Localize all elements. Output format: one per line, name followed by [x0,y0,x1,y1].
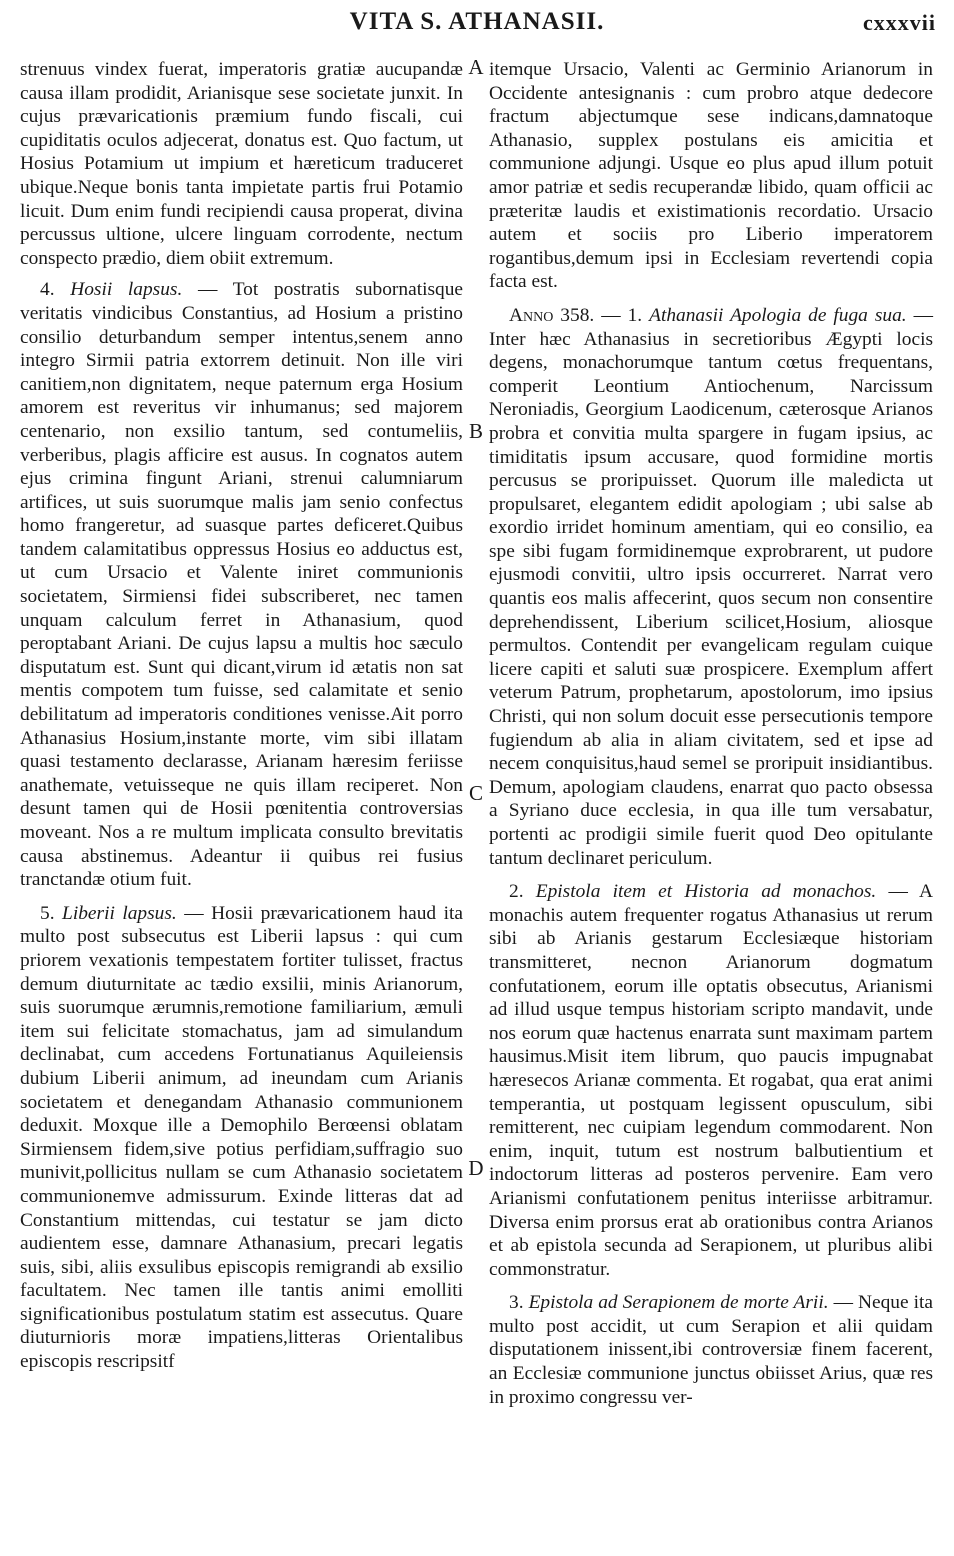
section-title: Epistola item et Historia ad monachos. [535,881,877,903]
paragraph-text: itemque Ursacio, Valenti ac Germinio Arianorum in Occidente antesignanis : cum probro atque dedecore fractum abjectumque sese indicans,damnatoque Athanasio, supplex postulans eis amicitia et communione adjungi. Usque eo plus apud illum potuit amor patriæ et sedis recuperandæ libido, quam officii ac præteritæ laudis et existimationis recordatio. Ursacio autem et sociis pro Liberio imperatorem rogantibus,demum ipsi in Ecclesiam revertendi copia facta est. [489,59,933,293]
year-label: Anno 358. [509,304,595,326]
running-title: VITA S. ATHANASII. [349,8,605,35]
margin-marker-c: C [468,781,483,805]
section-hosii-lapsus [20,278,463,891]
section-number: — 1. [594,304,650,326]
section-title: Athanasii Apologia de fuga sua. [649,304,907,326]
section-number: 5. [40,902,55,924]
section-title: Hosii lapsus. [70,279,183,301]
section-epistola-ad-monachos [489,880,933,1281]
paragraph-text: strenuus vindex fuerat, imperatoris gratiæ aucupandæ causa illam prodidit, Arianisque sese societate junxit. In cujus prævaricationis præmium fundo fiscali, cui cupiditatis oculos adjecerat, donatus est. Quo factum, ut Hosius Potamium ut impium et hæreticum traduceret ubique.Neque bonis tanta impietate partis frui Potamio licuit. Dum enim fundi recipiendi causa properat, divina percussus ultione, ulcere linguam corrodente, nectum conspecto prædio, diem obiit extremum. [20,59,463,269]
section-text: — Hosii prævaricationem haud ita multo post subsecutus est Liberii lapsus : qui cum priorem vexationis tempestatem fortiter tulisset, fractus demum diuturnitate ac tædio exsilii, minis Arianorum, suis suorumque ærumnis,remotione familiarium, æmuli item sui felicitate stomachatus, jam ad simulandum declinabat, cum accedens Fortunatianus Aquileiensis dubium Liberii animum, ad ineundam cum Arianis societatem et denegandam Athanasio communionem deduxit. Moxque ille a Demophilo Berœensi oblatam Sirmiensem fidem,sive potius perfidiam,suffragio suo munivit,pollicitus nullam se cum Athanasio societatem communionemve admissurum. Exinde litteras dat ad Constantium mittendas, cui testatur se jam dicto audientem esse, damnare Athanasium, precari legatis suis, sibi, aliis exsulibus episcopis remigrandi ab exsilio facultatem. Nec tamen ille tantis animi emolliti significationibus postulatum statim est assecutus. Quare diuturnioris moræ impatiens,litteras Orientalibus episcopis rescripsitf [20,902,463,1373]
section-epistola-ad-serapionem [489,1291,933,1409]
margin-marker-d: D [468,1156,484,1180]
right-column [489,58,933,1419]
page-number: cxxxvii [863,10,936,35]
paragraph-continuation [20,58,463,270]
paragraph-continuation [489,58,933,294]
margin-marker-a: A [468,55,484,79]
running-header [0,8,954,46]
margin-marker-b: B [468,419,483,443]
section-number: 4. [40,279,55,301]
section-text: — Tot postratis subornatisque veritatis vindicibus Constantius, ad Hosium a pristino consilio deturbandum semper intentus,senem anno integro Sirmii patria extorrem detinuit. Non ille viri canitiem,non dignitatem, neque paternum erga Hosium amorem est reveritus vir inhumanus; sed majorem centenario, non exsilio tantum, sed contumeliis, verberibus, plagis afficire est ausus. In cognatos autem ejus crimina fingunt Ariani, strenui calumniarum artifices, ut suis suorumque malis jam senio confectus homo frangeretur, ad suasque partes deficeret.Quibus tandem calamitatibus oppressus Hosius eo adductus est, ut cum Ursacio et Valente iniret communionis societatem, Sirmiensi fidei subscriberet, nec tamen unquam calculum ferret in Athanasium, quod peroptabant Ariani. De cujus lapsu a multis hoc sæculo disputatum est. Sunt qui dicant,virum id ætatis non sat mentis compotem tum fuisse, sed calamitate et senio debilitatum ad imperatoris conditiones venisse.Ait porro Athanasius Hosium,instante morte, vim sibi illatam quasi testamento declarasse, Arianam hæresim feriisse anathemate, vetuisseque ne quis illam reciperet. Non desunt tamen qui de Hosii pœnitentia controversias moveant. Nos a re multum implicata consulto brevitatis causa abstinemus. Adeantur ii quibus rei fusius tranctandæ otium fuit. [20,279,464,891]
section-text: — Inter hæc Athanasius in secretioribus Ægypti locis degens, monachorumque tantum cœtus frequentans, comperit Leontium Antiochenum, Narcissum Neroniadis, Georgium Laodicenum, cæterosque Arianos probra et convitia multa spargere in fugam ipsius, ac timiditatis ipsum accusare, quod formidine mortis percusus se proripuisset. Quorum ille maledicta ut propulsaret, elegantem edidit apologiam ; ubi salse ab exordio irridet hominum amentiam, qui eo consilio, ea spe sibi fugam formidinemque exprobrarent, ut pudore ejusmodi convitii, ultro ipsis occurreret. Narrat vero quantis eos malis affecerint, quos secum non consentire deprehendissent, Liberium scilicet,Hosium, aliosque permultos. Contendit per evangelicam regulam cuique licere capiti et saluti suæ prospicere. Exemplum affert veterum Patrum, prophetarum, apostolorum, imo ipsius Christi, qui non solum docuit esse persecutionis tempore fugiendum ab alia in aliam civitatem, sed et ipse ad necem conquisitus,haud semel se proripuit insidiantibus. Demum, apologiam claudens, enarrat quo pacto obsessa a Syriano duce ecclesia, in qua ille tum versabatur, portenti ac prodigii simile fuerit quod Deo opitulante tantum declinaret periculum. [489,304,934,869]
section-text: — Neque ita multo post accidit, ut cum Serapion et alii quidam disputationem inissent,ibi controversiæ finem facerent, an Ecclesiæ communione junctus obiisset Arius, quæ res in proximo congressu ver- [489,1292,934,1408]
section-number: 2. [509,881,536,903]
section-number: 3. [509,1292,529,1314]
left-column [20,58,463,1384]
section-liberii-lapsus [20,902,463,1374]
section-text: — A monachis autem frequenter rogatus Athanasius ut rerum sibi ab Arianis gestarum Ecclesiæque historiam transmitteret, necnon Arianorum dogmatum confutationem, eorum ille optatis obsecutus, Arianismi ad illud usque tempus historiam scripto mandavit, unde nos eorum quæ hactenus enarrata sunt maximam partem hausimus.Misit item librum, quo paucis impugnabat hæresecos Arianæ commenta. Et rogabat, qua erat animi temperantia, ut postquam legissent opusculum, sibi remitterent, nec cuipiam legendum commodarent. Non enim, inquit, tutum est nostrum balbutientium et indoctorum litteras ad posteros pervenire. Eam vero Arianismi confutationem penitus interiisse arbitramur. Diversa enim prorsus erat ab orationibus contra Arianos et ab epistola secunda ad Serapionem, ut pluribus alibi commonstratur. [489,881,933,1280]
section-title: Epistola ad Serapionem de morte Arii. [528,1292,829,1314]
section-title: Liberii lapsus. [62,902,177,924]
section-apologia-de-fuga [489,304,933,870]
